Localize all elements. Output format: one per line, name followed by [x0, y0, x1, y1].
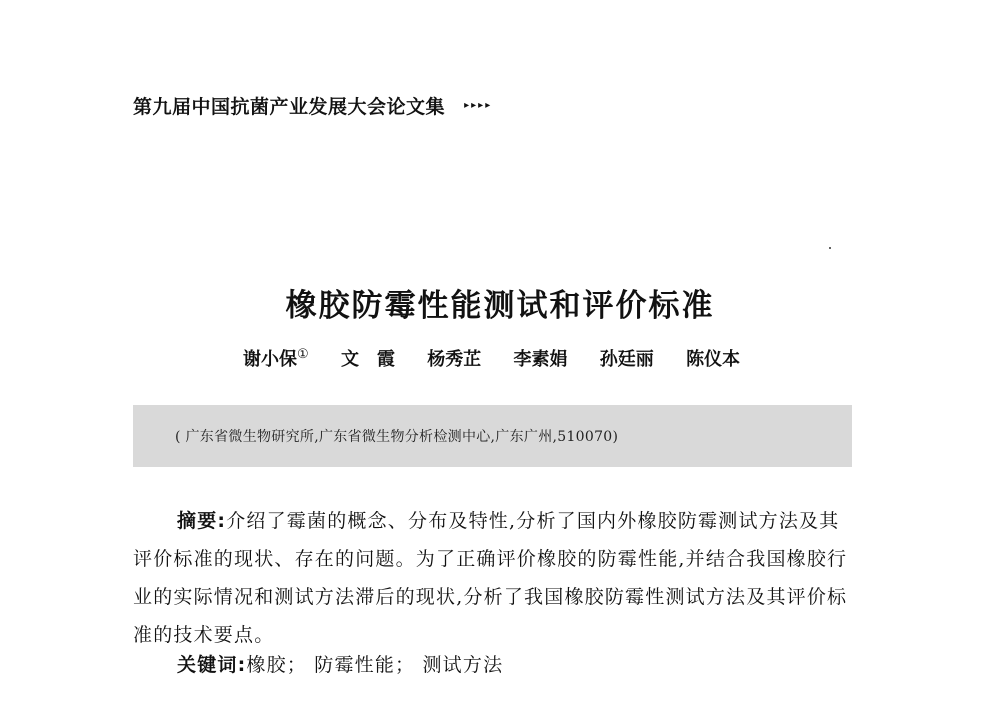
author: 杨秀芷	[427, 349, 482, 370]
author: 李素娟	[513, 349, 568, 370]
affiliation: ( 广东省微生物研究所,广东省微生物分析检测中心,广东广州,510070)	[175, 429, 619, 445]
abstract-text: 介绍了霉菌的概念、分布及特性,分析了国内外橡胶防霉测试方法及其评价标准的现状、存在的问题。为了正确评价橡胶的防霉性能,并结合我国橡胶行业的实际情况和测试方法滞后的现状,分析了我国橡胶防霉性测试方法及其评价标准的技术要点。	[133, 510, 848, 646]
abstract	[133, 502, 858, 654]
footnote-marker: ①	[297, 347, 309, 362]
proceedings-title: 第九届中国抗菌产业发展大会论文集	[133, 96, 446, 118]
author-list	[243, 345, 740, 371]
running-header	[133, 92, 492, 119]
author: 谢小保①	[243, 347, 309, 370]
keywords-text: 橡胶； 防霉性能； 测试方法	[246, 654, 504, 676]
scan-speck	[829, 247, 831, 249]
keywords-label: 关键词:	[177, 654, 247, 676]
keywords	[177, 646, 503, 684]
paper-title: 橡胶防霉性能测试和评价标准	[285, 288, 715, 324]
arrow-ornament-icon: ▸▸▸▸	[464, 100, 493, 111]
author: 陈仪本	[686, 349, 741, 370]
author: 文 霞	[340, 349, 395, 370]
affiliation-box	[133, 405, 852, 467]
author: 孙廷丽	[599, 349, 654, 370]
abstract-label: 摘要:	[177, 510, 227, 532]
